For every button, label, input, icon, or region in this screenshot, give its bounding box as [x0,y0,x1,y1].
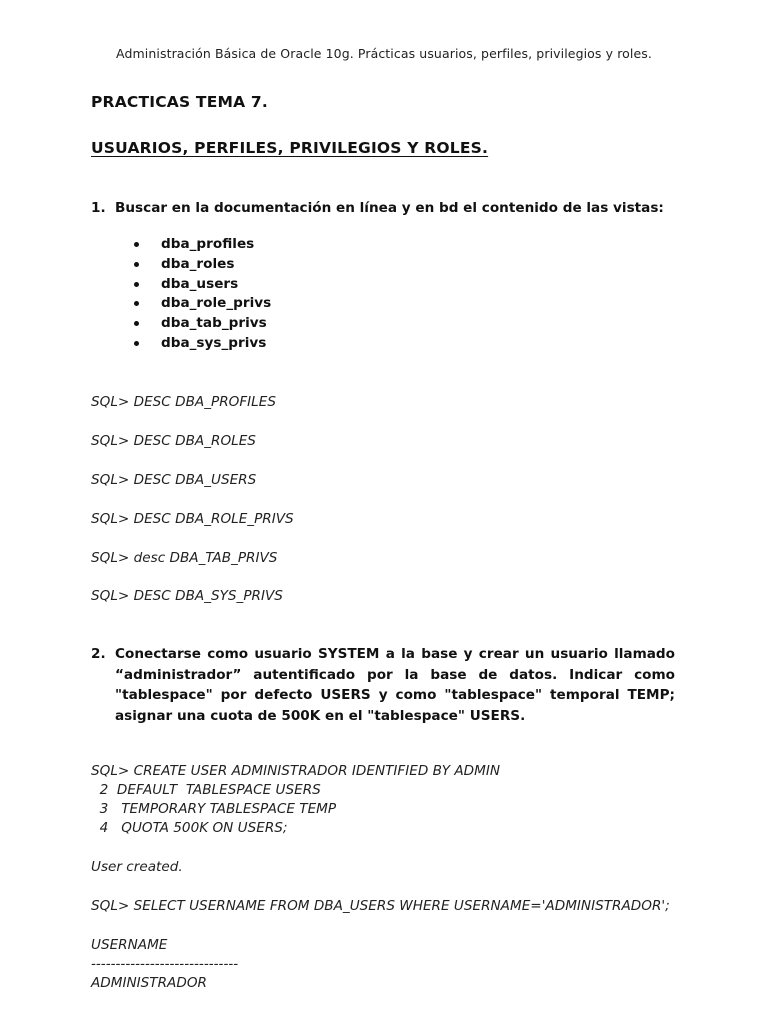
sql-desc-profiles: SQL> DESC DBA_PROFILES [91,394,276,410]
question-2-number: 2. [91,646,106,662]
code-result: User created. [91,859,183,875]
bullet-icon [134,301,139,306]
list-item [134,314,271,334]
list-item [134,334,271,354]
code-create-user-line: 4 QUOTA 500K ON USERS; [91,820,288,836]
sql-desc-tab-privs: SQL> desc DBA_TAB_PRIVS [91,550,278,566]
bullet-icon [134,321,139,326]
view-name: dba_users [161,275,239,292]
result-separator: ------------------------------ [91,956,239,972]
practice-title: PRACTICAS TEMA 7. [91,93,268,111]
view-name: dba_roles [161,255,235,272]
view-name: dba_profiles [161,236,255,252]
code-create-user-line: 3 TEMPORARY TABLESPACE TEMP [91,801,337,817]
list-item [134,294,271,314]
sql-desc-roles: SQL> DESC DBA_ROLES [91,433,256,449]
bullet-icon [134,282,139,287]
code-create-user-line: SQL> CREATE USER ADMINISTRADOR IDENTIFIED BY ADMIN [91,763,501,779]
list-item [134,255,271,275]
code-select-statement: SQL> SELECT USERNAME FROM DBA_USERS WHERE USERNAME='ADMINISTRADOR'; [91,898,670,914]
question-1-number: 1. [91,200,106,216]
bullet-icon [134,262,139,267]
list-item [134,235,271,255]
code-create-user-line: 2 DEFAULT TABLESPACE USERS [91,782,321,798]
view-name: dba_sys_privs [161,334,267,351]
views-list [134,235,271,354]
question-1 [91,198,675,219]
question-2-text: Conectarse como usuario SYSTEM a la base y crear un usuario llamado “administrador” autentificado por la base de datos. Indicar como "tablespace" por defecto USERS y como "tablespace" temporal TEMP; asignar una cuota de 500K en el "tablespace" USERS. [115,646,675,724]
result-column-header: USERNAME [91,937,168,953]
sql-desc-users: SQL> DESC DBA_USERS [91,472,257,488]
question-1-text: Buscar en la documentación en línea y en bd el contenido de las vistas: [115,200,664,216]
bullet-icon [134,341,139,346]
sql-desc-role-privs: SQL> DESC DBA_ROLE_PRIVS [91,511,294,527]
sql-desc-sys-privs: SQL> DESC DBA_SYS_PRIVS [91,588,283,604]
result-row: ADMINISTRADOR [91,975,207,991]
list-item [134,275,271,295]
section-title: USUARIOS, PERFILES, PRIVILEGIOS Y ROLES. [91,139,489,157]
view-name: dba_tab_privs [161,315,267,332]
question-2 [91,644,675,726]
running-header: Administración Básica de Oracle 10g. Prácticas usuarios, perfiles, privilegios y roles. [116,46,652,61]
view-name: dba_role_privs [161,295,272,312]
bullet-icon [134,242,139,247]
